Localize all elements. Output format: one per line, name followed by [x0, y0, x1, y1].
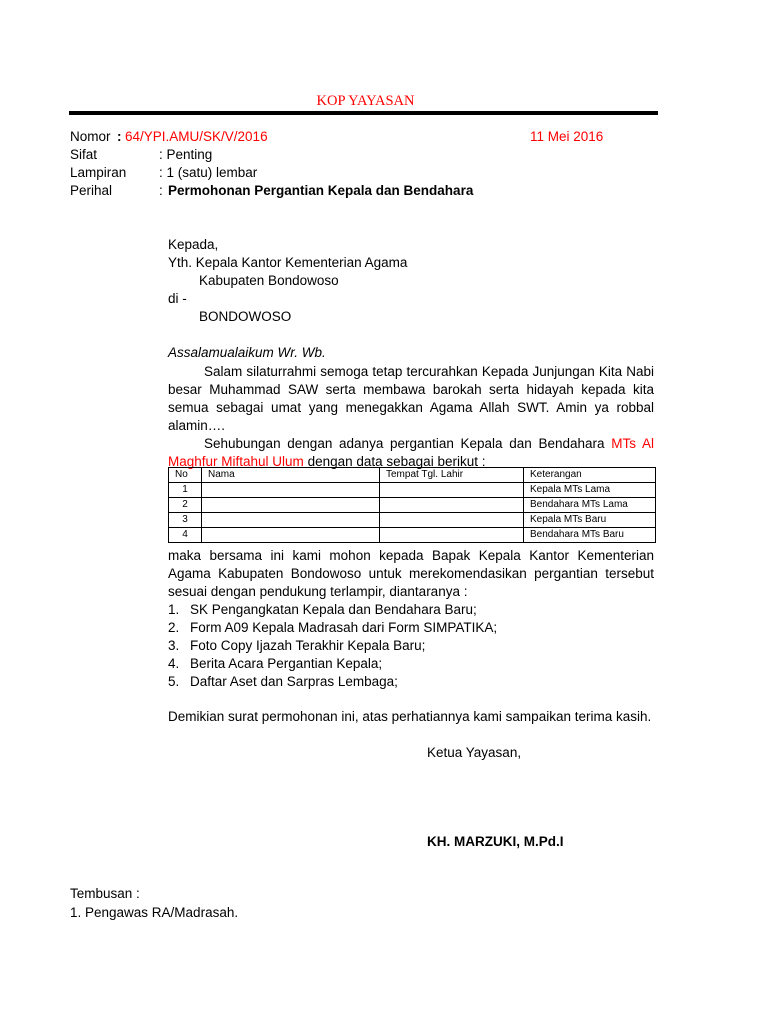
list-item-number: 5. — [168, 674, 180, 689]
lampiran-label: Lampiran — [70, 165, 127, 180]
sifat-label: Sifat — [70, 147, 98, 162]
lampiran-value: : 1 (satu) lembar — [159, 165, 258, 180]
list-item — [168, 637, 497, 655]
tembusan-label: Tembusan : — [70, 886, 140, 901]
table-cell-keterangan: Kepala MTs Baru — [524, 513, 656, 528]
attachment-list — [168, 601, 497, 691]
address-di: di - — [168, 291, 187, 306]
list-item-text: Daftar Aset dan Sarpras Lembaga; — [190, 674, 398, 689]
list-item — [168, 655, 497, 673]
list-item-number: 1. — [168, 602, 180, 617]
list-item-text: Form A09 Kepala Madrasah dari Form SIMPATIKA; — [190, 620, 498, 635]
table-header-cell: Tempat Tgl. Lahir — [380, 468, 524, 483]
signature-name: KH. MARZUKI, M.Pd.I — [427, 834, 564, 849]
address-kabupaten: Kabupaten Bondowoso — [199, 273, 339, 288]
table-cell-nama — [202, 498, 380, 513]
salam: Assalamualaikum Wr. Wb. — [168, 345, 326, 360]
address-city: BONDOWOSO — [199, 309, 292, 324]
perihal-label: Perihal — [70, 183, 113, 198]
table-cell-keterangan: Bendahara MTs Baru — [524, 528, 656, 543]
list-item-text: Foto Copy Ijazah Terakhir Kepala Baru; — [190, 638, 426, 653]
header-rule — [69, 111, 658, 115]
list-item — [168, 673, 497, 691]
data-table — [168, 467, 656, 543]
table-cell-ttl — [380, 498, 524, 513]
table-cell-no: 3 — [169, 513, 202, 528]
school-name: MTs Al Maghfur Miftahul Ulum — [168, 436, 654, 469]
table-cell-ttl — [380, 513, 524, 528]
paragraph-sehubungan — [168, 435, 654, 471]
table-cell-keterangan: Bendahara MTs Lama — [524, 498, 656, 513]
table-cell-nama — [202, 483, 380, 498]
table-cell-nama — [202, 513, 380, 528]
paragraph-request: maka bersama ini kami mohon kepada Bapak Kepala Kantor Kementerian Agama Kabupaten Bondowoso untuk merekomendasikan pergantian tersebut sesuai dengan pendukung terlampir, diantaranya : — [168, 548, 654, 599]
list-item — [168, 601, 497, 619]
table-cell-keterangan: Kepala MTs Lama — [524, 483, 656, 498]
table-header-cell: Nama — [202, 468, 380, 483]
perihal-value: Permohonan Pergantian Kepala dan Bendahara — [168, 183, 474, 198]
table-row — [169, 528, 656, 543]
sifat-value: : Penting — [159, 147, 213, 162]
table-cell-no: 4 — [169, 528, 202, 543]
nomor-label: Nomor — [70, 129, 111, 144]
nomor-sep: : — [117, 129, 122, 144]
table-cell-no: 2 — [169, 498, 202, 513]
list-item — [168, 619, 497, 637]
table-cell-ttl — [380, 483, 524, 498]
list-item-text: Berita Acara Pergantian Kepala; — [190, 656, 383, 671]
table-cell-nama — [202, 528, 380, 543]
table-header-cell: No — [169, 468, 202, 483]
table-row — [169, 483, 656, 498]
closing-sentence: Demikian surat permohonan ini, atas perhatiannya kami sampaikan terima kasih. — [168, 709, 652, 724]
table-header-row — [169, 468, 656, 483]
tembusan-item: 1. Pengawas RA/Madrasah. — [70, 905, 239, 920]
nomor-value: 64/YPI.AMU/SK/V/2016 — [125, 129, 268, 144]
table-cell-no: 1 — [169, 483, 202, 498]
signature-title: Ketua Yayasan, — [427, 745, 522, 760]
table-cell-ttl — [380, 528, 524, 543]
letter-date: 11 Mei 2016 — [530, 129, 604, 144]
kop-yayasan: KOP YAYASAN — [316, 93, 415, 109]
perihal-sep: : — [159, 183, 163, 198]
list-item-number: 4. — [168, 656, 180, 671]
address-kepada: Kepada, — [168, 237, 219, 252]
table-row — [169, 498, 656, 513]
table-header-cell: Keterangan — [524, 468, 656, 483]
list-item-number: 2. — [168, 620, 180, 635]
list-item-text: SK Pengangkatan Kepala dan Bendahara Baru; — [190, 602, 477, 617]
table-row — [169, 513, 656, 528]
paragraph-opening-text: Salam silaturrahmi semoga tetap tercurahkan Kepada Junjungan Kita Nabi besar Muhammad SAW serta membawa barokah serta hidayah kepada kita semua sebagai umat yang menegakkan Agama Allah SWT. Amin ya robbal alamin…. — [168, 364, 654, 433]
paragraph-opening — [168, 363, 654, 435]
paragraph-sehubungan-tail: dengan data sebagai berikut : — [307, 454, 486, 469]
list-item-number: 3. — [168, 638, 180, 653]
address-yth: Yth. Kepala Kantor Kementerian Agama — [168, 255, 408, 270]
paragraph-sehubungan-text: Sehubungan dengan adanya pergantian Kepala dan Bendahara — [204, 436, 605, 451]
